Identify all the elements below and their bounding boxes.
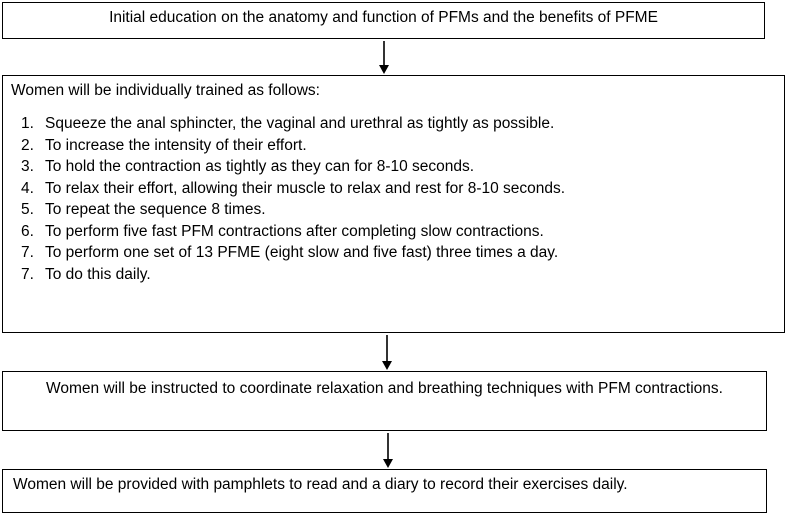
step-text: To repeat the sequence 8 times. [45, 201, 266, 218]
relaxation-text: Women will be instructed to coordinate relaxation and breathing techniques with PFM contractions. [46, 380, 723, 397]
arrow-3 [380, 431, 396, 469]
arrow-1 [376, 39, 392, 75]
step-number: 3. [21, 158, 34, 175]
education-text: Initial education on the anatomy and function of PFMs and the benefits of PFME [109, 9, 658, 26]
list-item [21, 242, 776, 264]
list-item [21, 264, 776, 286]
step-number: 7. [21, 244, 34, 261]
step-text: To do this daily. [45, 265, 151, 283]
list-item [21, 156, 776, 178]
training-heading: Women will be individually trained as follows: [11, 82, 320, 99]
step-number: 5. [21, 201, 34, 218]
step-text: To perform five fast PFM contractions after completing slow contractions. [45, 222, 544, 240]
step-number: 1. [21, 115, 34, 132]
list-item [21, 113, 776, 135]
step-text: To increase the intensity of their effort. [45, 136, 307, 154]
arrow-2 [379, 333, 395, 371]
training-box [2, 75, 785, 333]
list-item [21, 199, 776, 221]
step-text: To relax their effort, allowing their muscle to relax and rest for 8-10 seconds. [45, 179, 566, 197]
step-text: To perform one set of 13 PFME (eight slow and five fast) three times a day. [45, 244, 559, 261]
list-item [21, 178, 776, 200]
list-item [21, 135, 776, 157]
pamphlets-box [2, 469, 767, 513]
step-text: To hold the contraction as tightly as they can for 8-10 seconds. [45, 158, 475, 175]
step-number: 6. [21, 222, 34, 240]
pamphlets-text: Women will be provided with pamphlets to read and a diary to record their exercises daily. [13, 476, 628, 493]
list-item [21, 221, 776, 243]
step-number: 7. [21, 265, 34, 283]
relaxation-box [2, 371, 767, 431]
step-number: 4. [21, 179, 34, 197]
education-box [2, 2, 765, 39]
step-text: Squeeze the anal sphincter, the vaginal and urethral as tightly as possible. [45, 115, 555, 132]
training-steps-list [11, 113, 776, 285]
step-number: 2. [21, 136, 34, 154]
